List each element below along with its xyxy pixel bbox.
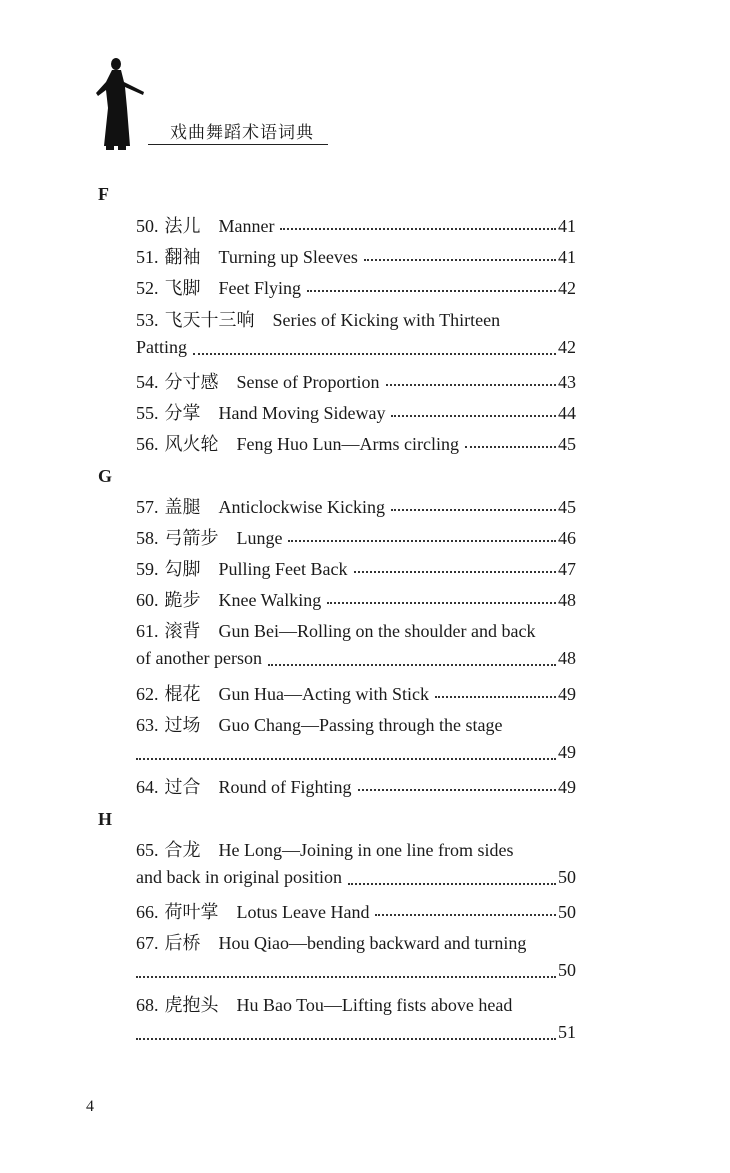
entry-number: 61. [136,621,159,641]
leader-dots [465,446,556,448]
leader-dots [435,696,556,698]
entry-chinese-term: 跪步 [164,590,201,610]
entry-english-term: Pulling Feet Back [218,559,348,579]
entry-number: 50. [136,216,159,236]
entry-page: 50 [558,867,576,887]
entry-english-term: Hand Moving Sideway [218,403,386,423]
toc-entry[interactable] [136,586,576,614]
leader-dots [136,758,556,760]
toc-entry[interactable] [136,773,576,801]
entry-number: 54. [136,372,159,392]
toc-entry-continuation[interactable] [136,867,576,895]
leader-dots [193,353,556,355]
toc-entry[interactable] [136,306,576,334]
leader-dots [358,789,556,791]
toc-entry[interactable] [136,212,576,240]
entry-number: 65. [136,840,159,860]
entry-english-term: Round of Fighting [218,777,352,797]
entry-chinese-term: 法儿 [164,216,201,236]
entry-english-term: Hou Qiao—bending backward and turning [218,933,527,953]
leader-dots [391,509,556,511]
entry-english-term: Knee Walking [218,590,322,610]
leader-dots [354,571,557,573]
toc-entry-continuation[interactable] [136,648,576,676]
entry-english-term: Lunge [236,528,283,548]
leader-dots [364,259,556,261]
entry-page: 50 [558,960,576,980]
entry-page: 41 [558,247,576,267]
entry-number: 60. [136,590,159,610]
entry-english-term: Series of Kicking with Thirteen [272,310,501,330]
entry-number: 59. [136,559,159,579]
toc-entry[interactable] [136,274,576,302]
leader-dots [268,664,556,666]
entry-chinese-term: 合龙 [164,840,201,860]
entry-chinese-term: 后桥 [164,933,201,953]
entry-number: 67. [136,933,159,953]
entry-chinese-term: 滚背 [164,621,201,641]
entry-english-term: Turning up Sleeves [218,247,358,267]
entry-page: 46 [558,528,576,548]
entry-number: 63. [136,715,159,735]
entry-number: 52. [136,278,159,298]
toc-entry[interactable] [136,399,576,427]
section-letter: F [98,184,109,204]
entry-english-term: Lotus Leave Hand [236,902,370,922]
entry-chinese-term: 荷叶掌 [164,902,219,922]
entry-number: 53. [136,310,159,330]
entry-number: 51. [136,247,159,267]
entry-page: 50 [558,902,576,922]
entry-chinese-term: 飞天十三响 [164,310,255,330]
toc-entry[interactable] [136,680,576,708]
leader-dots [136,976,556,978]
entry-page: 49 [558,742,576,762]
leader-dots [386,384,557,386]
entry-chinese-term: 过场 [164,715,201,735]
toc-entry[interactable] [136,898,576,926]
leader-dots [348,883,556,885]
entry-chinese-term: 过合 [164,777,201,797]
entry-english-continuation: Patting [136,337,188,357]
toc-entry[interactable] [136,711,576,739]
toc-entry[interactable] [136,243,576,271]
entry-number: 55. [136,403,159,423]
entry-number: 66. [136,902,159,922]
entry-page: 45 [558,434,576,454]
entry-page: 45 [558,497,576,517]
toc-entry-continuation[interactable] [136,1022,576,1050]
leader-dots [391,415,556,417]
entry-english-continuation: and back in original position [136,867,342,887]
leader-dots [375,914,556,916]
toc-entry[interactable] [136,493,576,521]
toc-entry[interactable] [136,430,576,458]
entry-english-term: Feet Flying [218,278,302,298]
entry-chinese-term: 盖腿 [164,497,201,517]
entry-page: 48 [558,648,576,668]
toc-entry[interactable] [136,617,576,645]
leader-dots [327,602,556,604]
toc-entry-continuation[interactable] [136,960,576,988]
entry-chinese-term: 棍花 [164,684,201,704]
entry-number: 68. [136,995,159,1015]
entry-page: 47 [558,559,576,579]
toc-entry[interactable] [136,555,576,583]
entry-page: 41 [558,216,576,236]
leader-dots [280,228,556,230]
entry-chinese-term: 飞脚 [164,278,201,298]
entry-english-term: Feng Huo Lun—Arms circling [236,434,459,454]
entry-english-continuation: of another person [136,648,262,668]
entry-page: 44 [558,403,576,423]
entry-english-term: Anticlockwise Kicking [218,497,385,517]
book-title: 戏曲舞蹈术语词典 [170,123,314,142]
entry-page: 49 [558,777,576,797]
entry-english-term: Guo Chang—Passing through the stage [218,715,503,735]
entry-page: 51 [558,1022,576,1042]
section-letter: G [98,466,113,486]
entry-english-term: Hu Bao Tou—Lifting fists above head [236,995,513,1015]
toc-entry[interactable] [136,836,576,864]
page-number: 4 [86,1098,94,1115]
entry-number: 64. [136,777,159,797]
leader-dots [136,1038,556,1040]
entry-chinese-term: 勾脚 [164,559,201,579]
entry-number: 57. [136,497,159,517]
toc-entry-continuation[interactable] [136,337,576,365]
entry-english-term: Manner [218,216,275,236]
toc-entry[interactable] [136,368,576,396]
entry-number: 62. [136,684,159,704]
toc-entry[interactable] [136,524,576,552]
toc-entry-continuation[interactable] [136,742,576,770]
entry-page: 49 [558,684,576,704]
leader-dots [288,540,556,542]
entry-page: 42 [558,278,576,298]
toc-entry[interactable] [136,991,576,1019]
entry-chinese-term: 虎抱头 [164,995,219,1015]
entry-chinese-term: 风火轮 [164,434,219,454]
entry-english-term: Sense of Proportion [236,372,380,392]
entry-english-term: Gun Bei—Rolling on the shoulder and back [218,621,536,641]
entry-page: 48 [558,590,576,610]
entry-chinese-term: 翻袖 [164,247,201,267]
entry-page: 43 [558,372,576,392]
entry-chinese-term: 分掌 [164,403,201,423]
entry-number: 58. [136,528,159,548]
section-letter: H [98,809,113,829]
entry-page: 42 [558,337,576,357]
entry-chinese-term: 分寸感 [164,372,219,392]
toc-entry[interactable] [136,929,576,957]
entry-number: 56. [136,434,159,454]
entry-english-term: He Long—Joining in one line from sides [218,840,514,860]
entry-english-term: Gun Hua—Acting with Stick [218,684,429,704]
entry-chinese-term: 弓箭步 [164,528,219,548]
leader-dots [307,290,556,292]
